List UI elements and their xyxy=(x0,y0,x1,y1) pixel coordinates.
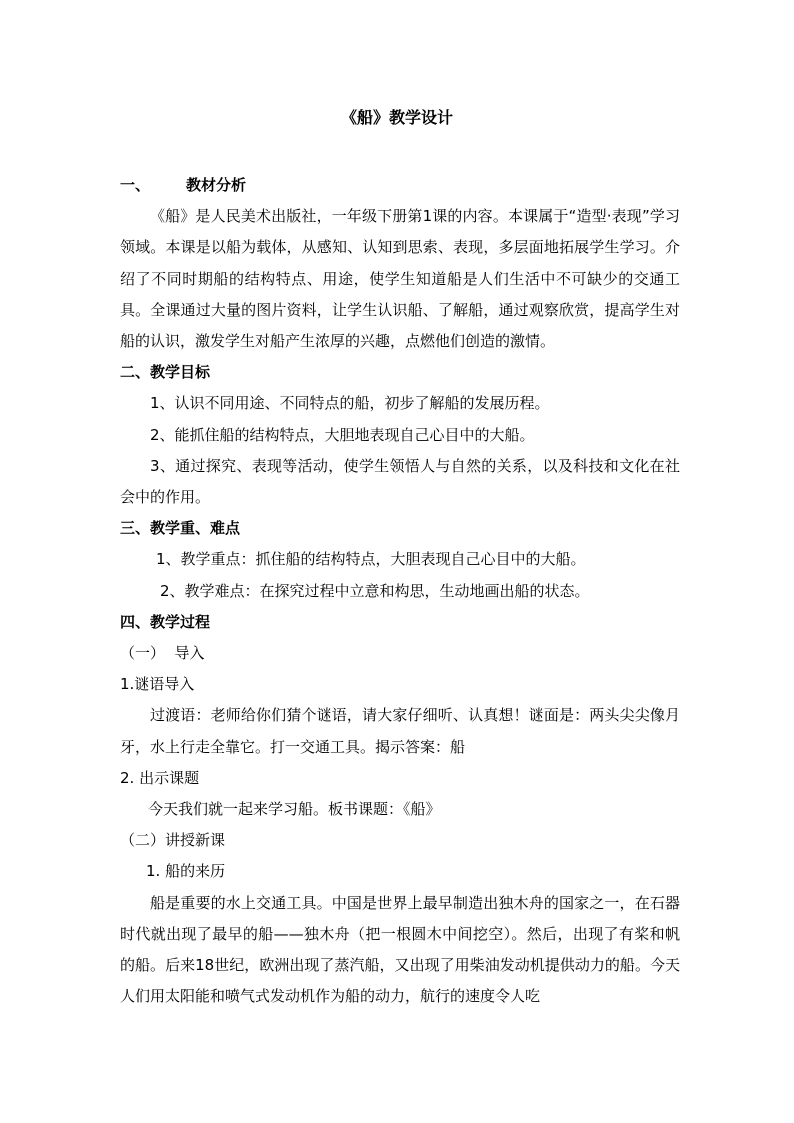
goal-item-1: 1、认识不同用途、不同特点的船，初步了解船的发展历程。 xyxy=(150,394,550,413)
paragraph-riddle: 过渡语：老师给你们猜个谜语，请大家仔细听、认真想！谜面是：两头尖尖像月牙，水上行走全靠它。打一交通工具。揭示答案：船 xyxy=(120,706,680,756)
section-heading-teaching-goals: 二、教学目标 xyxy=(120,363,211,382)
paragraph-textbook-analysis: 《船》是人民美术出版社，一年级下册第1课的内容。本课属于“造型·表现”学习领域。本课是以船为载体，从感知、认知到思索、表现，多层面地拓展学生学习。介绍了不同时期船的结构特点、用途，使学生知道船是人们生活中不可缺少的交通工具。全课通过大量的图片资料，让学生认识船、了解船，通过观察欣赏，提高学生对船的认识，激发学生对船产生浓厚的兴趣，点燃他们创造的激情。 xyxy=(120,207,680,351)
document-title: 《船》教学设计 xyxy=(340,108,453,127)
goal-item-2: 2、能抓住船的结构特点，大胆地表现自己心目中的大船。 xyxy=(150,425,535,444)
section-number: 一、 xyxy=(120,176,151,194)
goal-item-3: 3、通过探究、表现等活动，使学生领悟人与自然的关系，以及科技和文化在社会中的作用。 xyxy=(120,456,680,507)
difficulty-item: 2、教学难点：在探究过程中立意和构思，生动地画出船的状态。 xyxy=(160,581,590,600)
step-heading-origin-of-boats: 1. 船的来历 xyxy=(146,862,226,881)
paragraph-origin-of-boats: 船是重要的水上交通工具。中国是世界上最早制造出独木舟的国家之一，在石器时代就出现了最早的船——独木舟（把一根圆木中间挖空）。然后，出现了有桨和帆的船。后来18世纪，欧洲出现了蒸汽船，又出现了用柴油发动机提供动力的船。今天人们用太阳能和喷气式发动机作为船的动力，航行的速度令人吃 xyxy=(120,893,680,1006)
document-body xyxy=(120,170,680,1012)
section-title: 教材分析 xyxy=(186,176,247,194)
paragraph-show-topic: 今天我们就一起来学习船。板书课题：《船》 xyxy=(148,800,441,819)
subsection-heading-new-lesson: （二）讲授新课 xyxy=(120,831,226,850)
step-heading-riddle: 1.谜语导入 xyxy=(120,675,195,694)
section-heading-key-points: 三、教学重、难点 xyxy=(120,519,241,538)
step-heading-show-topic: 2. 出示课题 xyxy=(120,768,200,787)
key-point-item: 1、教学重点：抓住船的结构特点，大胆表现自己心目中的大船。 xyxy=(156,550,586,569)
section-heading-teaching-process: 四、教学过程 xyxy=(120,612,211,631)
subsection-heading-introduction: （一） 导入 xyxy=(120,644,205,663)
section-heading-textbook-analysis xyxy=(120,170,680,201)
